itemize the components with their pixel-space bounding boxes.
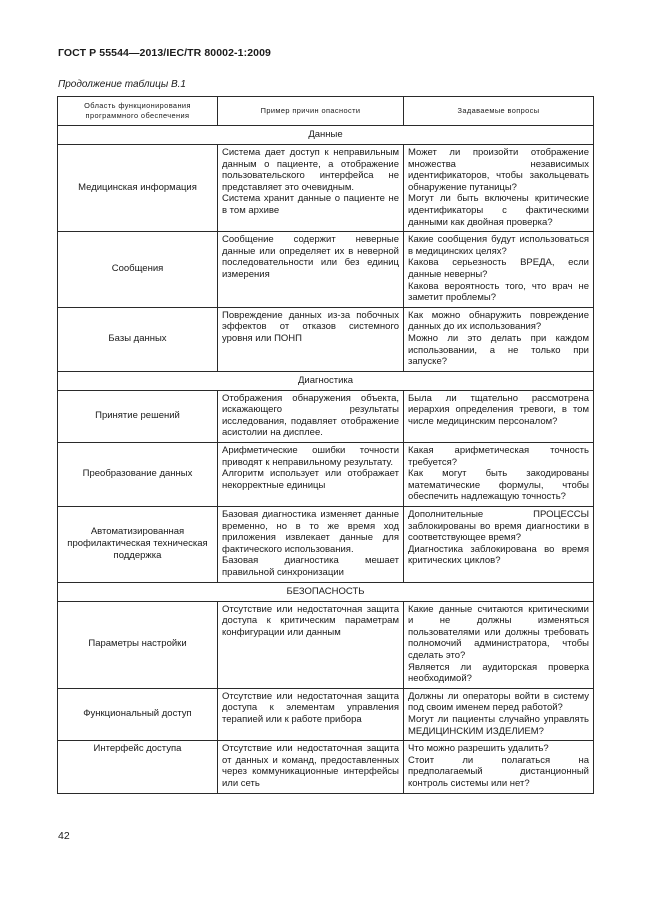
- cause-text: Базовая диагностика мешает правильной синхронизации: [222, 555, 399, 578]
- question-cell: [404, 307, 594, 371]
- area-cell: Базы данных: [58, 307, 218, 371]
- section-row: [58, 371, 594, 390]
- page-number: 42: [58, 830, 70, 842]
- question-text: Какие сообщения будут использоваться в медицинских целях?: [408, 234, 589, 257]
- cause-cell: [218, 232, 404, 308]
- table-row: [58, 688, 594, 740]
- cause-text: Отсутствие или недостаточная защита от данных и команд, предоставленных через коммуникационные интерфейсы или сеть: [222, 743, 399, 789]
- question-text: Могут ли пациенты случайно управлять МЕДИЦИНСКИМ ИЗДЕЛИЕМ?: [408, 713, 589, 737]
- question-text: Как можно обнаружить повреждение данных до их использования?: [408, 309, 589, 333]
- table-caption: Продолжение таблицы В.1: [58, 79, 186, 90]
- cause-text: Отсутствие или недостаточная защита доступа к критическим параметрам конфигурации или данным: [222, 603, 399, 638]
- area-cell: Автоматизированная профилактическая техническая поддержка: [58, 507, 218, 583]
- question-text: Была ли тщательно рассмотрена иерархия определения тревоги, в том числе медицинским персоналом?: [408, 392, 589, 427]
- question-text: Стоит ли полагаться на предполагаемый дистанционный контроль системы или нет?: [408, 754, 589, 789]
- table-row: [58, 232, 594, 308]
- cause-text: Базовая диагностика изменяет данные временно, но в то же время ход приложения извлекает данные для фактического использования.: [222, 509, 399, 555]
- question-text: Можно ли это делать при каждом использовании, а не только при запуске?: [408, 332, 589, 368]
- cause-text: Сообщение содержит неверные данные или определяет их в неверной последовательности или без единиц измерения: [222, 234, 399, 280]
- question-text: Что можно разрешить удалить?: [408, 743, 549, 755]
- question-cell: [404, 145, 594, 232]
- area-cell: Медицинская информация: [58, 145, 218, 232]
- cause-cell: [218, 145, 404, 232]
- question-text: Может ли произойти отображение множества независимых идентификаторов, чтобы закольцевать обнаружение путаницы?: [408, 147, 589, 193]
- area-cell: Сообщения: [58, 232, 218, 308]
- table-row: [58, 443, 594, 507]
- question-cell: [404, 232, 594, 308]
- question-text: Какая арифметическая точность требуется?: [408, 445, 589, 468]
- question-cell: [404, 443, 594, 507]
- question-text: Какова вероятность того, что врач не заметит проблемы?: [408, 280, 589, 304]
- table-row: [58, 507, 594, 583]
- cause-text: Отсутствие или недостаточная защита доступа к элементам управления терапией или к работе прибора: [222, 690, 399, 725]
- section-title: Диагностика: [58, 371, 594, 390]
- cause-text: Система хранит данные о пациенте не в том архиве: [222, 193, 399, 216]
- question-cell: [404, 688, 594, 740]
- cause-cell: [218, 443, 404, 507]
- column-header-questions: Задаваемые вопросы: [404, 97, 594, 126]
- table-row: [58, 741, 594, 793]
- cause-text: Арифметические ошибки точности приводят к неправильному результату.: [222, 445, 399, 468]
- area-cell: Преобразование данных: [58, 443, 218, 507]
- section-title: БЕЗОПАСНОСТЬ: [58, 582, 594, 601]
- question-text: Является ли аудиторская проверка необходимой?: [408, 661, 589, 685]
- table-header-row: [58, 97, 594, 126]
- column-header-cause: Пример причин опасности: [218, 97, 404, 126]
- cause-text: Повреждение данных из-за побочных эффектов от отказов системного уровня или ПОНП: [222, 309, 399, 344]
- question-text: Как могут быть закодированы математические формулы, чтобы обеспечить надлежащую точность?: [408, 468, 589, 503]
- area-cell: Параметры настройки: [58, 601, 218, 688]
- cause-text: Алгоритм использует или отображает некорректные единицы: [222, 468, 399, 491]
- cause-cell: [218, 741, 404, 793]
- table-row: [58, 601, 594, 688]
- column-header-area: Область функционирования программного обеспечения: [58, 97, 218, 126]
- question-text: Диагностика заблокирована во время критических циклов?: [408, 543, 589, 567]
- question-text: Какова серьезность ВРЕДА, если данные неверны?: [408, 257, 589, 280]
- section-row: [58, 582, 594, 601]
- table-row: [58, 307, 594, 371]
- question-text: Какие данные считаются критическими и не должны изменяться пользователями или должны требовать полномочий администратора, чтобы сделать это?: [408, 603, 589, 661]
- cause-cell: [218, 307, 404, 371]
- cause-cell: [218, 601, 404, 688]
- question-cell: [404, 741, 594, 793]
- area-cell: Функциональный доступ: [58, 688, 218, 740]
- document-header: ГОСТ Р 55544—2013/IEC/TR 80002-1:2009: [58, 47, 271, 59]
- cause-text: Отображения обнаружения объекта, искажающего результаты исследования, подавляет отображение асистолии на дисплее.: [222, 392, 399, 439]
- cause-text: Система дает доступ к неправильным данным о пациенте, а отображение пользовательского интерфейса не представляет это очевидным.: [222, 147, 399, 193]
- area-cell: Принятие решений: [58, 390, 218, 442]
- section-title: Данные: [58, 126, 594, 145]
- table-row: [58, 145, 594, 232]
- cause-cell: [218, 688, 404, 740]
- table-body: [58, 126, 594, 794]
- cause-cell: [218, 390, 404, 442]
- question-cell: [404, 507, 594, 583]
- section-row: [58, 126, 594, 145]
- area-cell: Интерфейс доступа: [58, 741, 218, 793]
- question-text: Дополнительные ПРОЦЕССЫ заблокированы во время диагностики в соответствующее время?: [408, 509, 589, 544]
- question-text: Могут ли быть включены критические идентификаторы с фактическими данными как двойная проверка?: [408, 193, 589, 228]
- cause-cell: [218, 507, 404, 583]
- table-row: [58, 390, 594, 442]
- question-text: Должны ли операторы войти в систему под своим именем перед работой?: [408, 690, 589, 714]
- question-cell: [404, 390, 594, 442]
- hazard-table: [57, 96, 594, 794]
- question-cell: [404, 601, 594, 688]
